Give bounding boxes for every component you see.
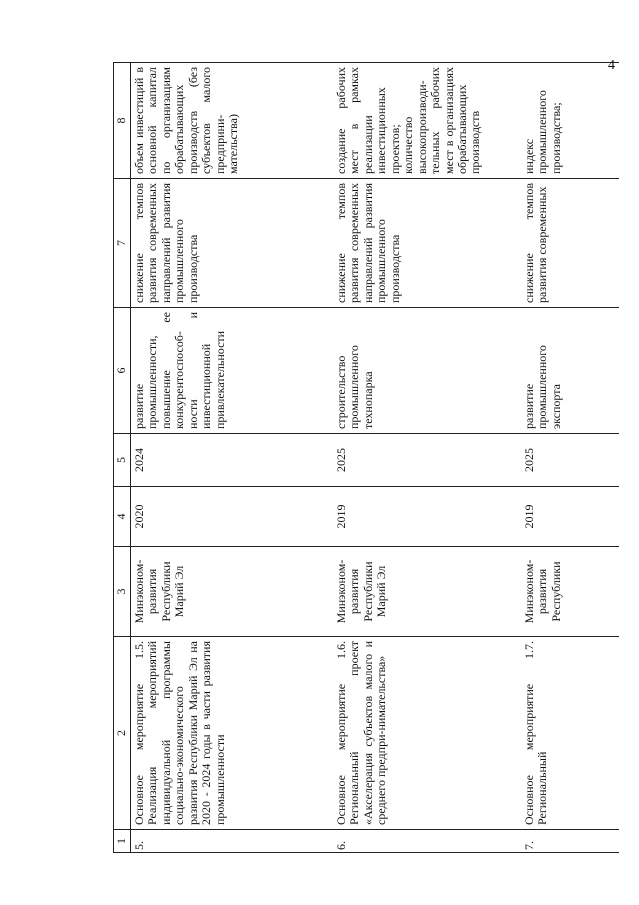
end-year-cell: 2024 [131,434,334,487]
row-number: 6. [333,830,521,853]
col-header-2: 2 [114,637,131,830]
result-cell: строительство промышленного технопарка [333,308,521,434]
header-row [114,63,131,853]
row-number: 7. [521,830,619,853]
start-year-cell: 2019 [333,487,521,547]
executor-cell: Минэконом-развития Республики Марий Эл [131,547,334,637]
start-year-cell: 2020 [131,487,334,547]
col-header-5: 5 [114,434,131,487]
indicator-cell: объем инвестиций в основной капитал по организациям обрабатывающих производств (без субъектов малого предприни-мательства) [131,63,334,179]
activity-cell: Основное мероприятие 1.7. Региональный [521,637,619,830]
col-header-4: 4 [114,487,131,547]
activity-cell: Основное мероприятие 1.6. Региональный проект «Акселерация субъектов малого и среднего предпри-нимательства» [333,637,521,830]
col-header-8: 8 [114,63,131,179]
col-header-6: 6 [114,308,131,434]
consequence-cell: снижение темпов развития современных направлений развития промышленного производства [131,179,334,308]
indicator-cell: индекс промышленного производства; [521,63,619,179]
rotated-table-container [113,63,635,853]
page-number: 4 [608,58,615,73]
table-row [131,63,334,853]
result-cell: развитие промышленности, повышение ее конкурентоспособ-ности и инвестиционной привлекательности [131,308,334,434]
end-year-cell: 2025 [333,434,521,487]
table-row [333,63,521,853]
col-header-1: 1 [114,830,131,853]
consequence-cell: снижение темпов развития современных направлений развития промышленного производства [333,179,521,308]
consequence-cell: снижение темпов развития современных [521,179,619,308]
table-row [521,63,619,853]
col-header-3: 3 [114,547,131,637]
row-number: 5. [131,830,334,853]
col-header-7: 7 [114,179,131,308]
executor-cell: Минэконом-развития Республики [521,547,619,637]
executor-cell: Минэконом-развития Республики Марий Эл [333,547,521,637]
start-year-cell: 2019 [521,487,619,547]
activity-cell: Основное мероприятие 1.5. Реализация мероприятий индивидуальной программы социально-экономического развития Республики Марий Эл на 2020 - 2024 годы в части развития промышленности [131,637,334,830]
activities-table [113,62,619,853]
end-year-cell: 2025 [521,434,619,487]
indicator-cell: создание рабочих мест в рамках реализации инвестиционных проектов; количество высокопроизводи-тельных рабочих мест в организациях обрабатывающих производств [333,63,521,179]
result-cell: развитие промышленного экспорта [521,308,619,434]
